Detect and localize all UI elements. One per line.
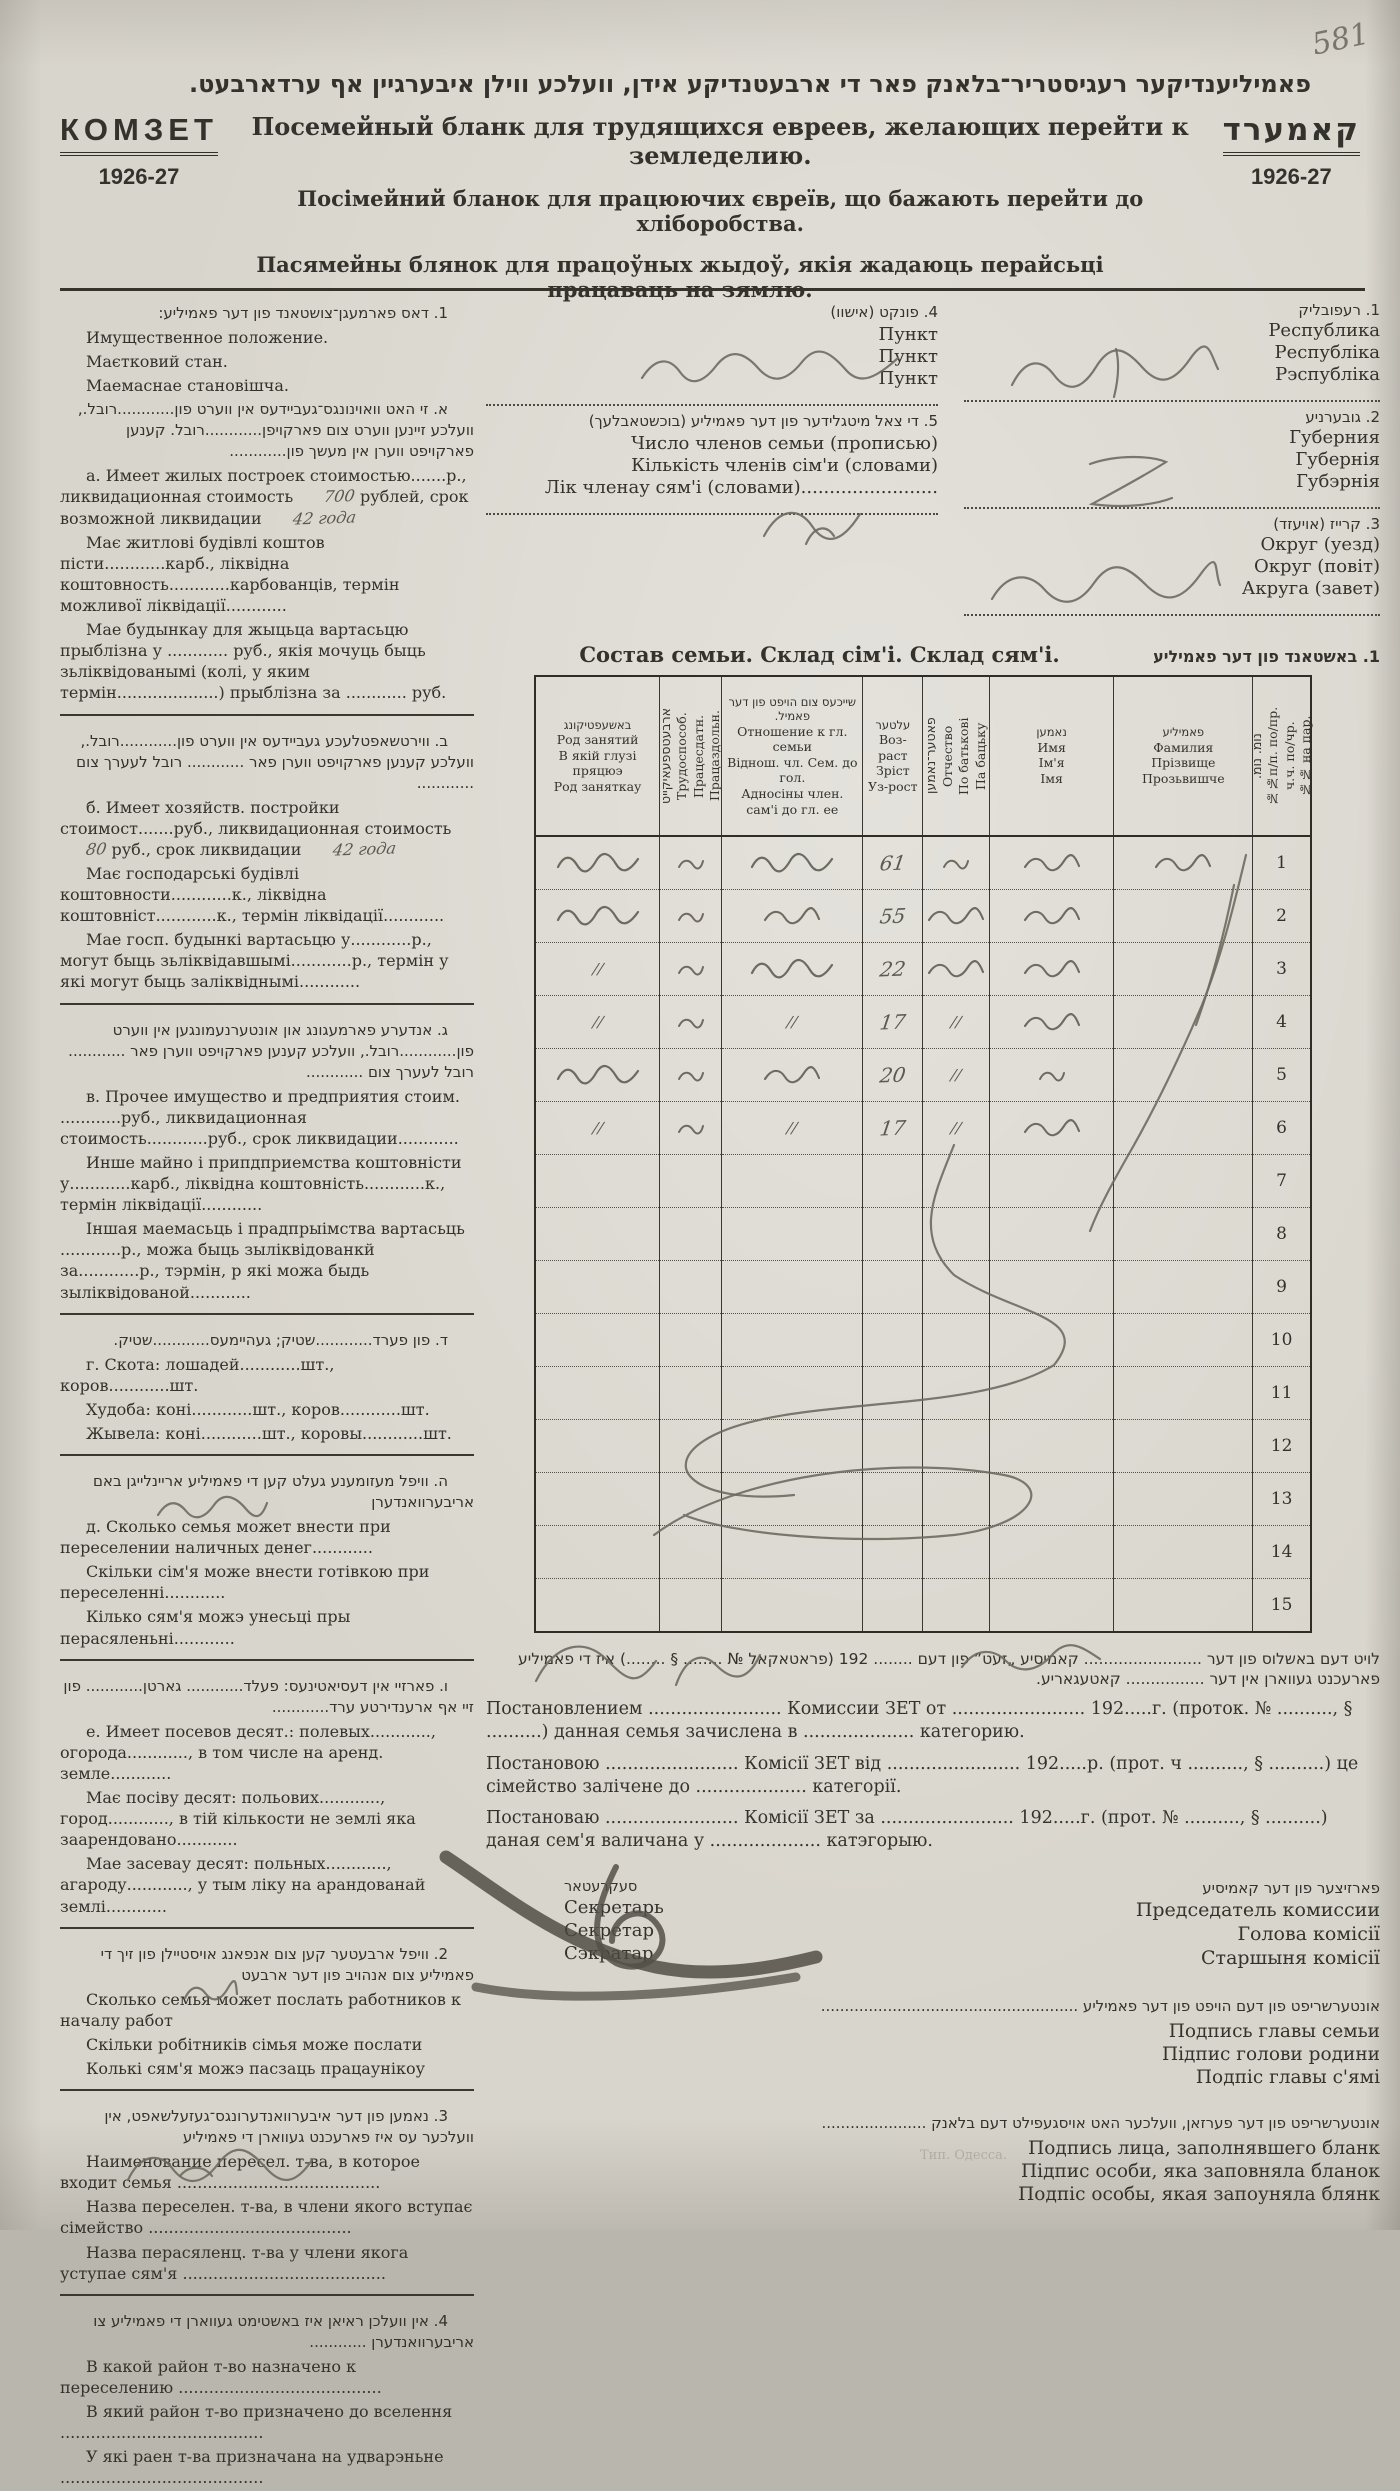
field-label: Лік членау сям'і (словами)........................ [544,477,938,498]
table-row: 8 [535,1208,1311,1261]
org-komerd-name: קאמערד [1223,112,1360,156]
family-composition-heading [486,642,1380,667]
section-divider [60,1003,474,1009]
secretary-label: Секретарь [564,1896,664,1918]
printed-text: рублей, срок возможной ликвидации [60,487,469,528]
handwriting-scribble [756,496,866,552]
field-label: Губернія [1295,449,1380,470]
section-divider [60,2089,474,2095]
section-workers-to-send [60,1944,474,2079]
section-property-status [60,303,474,704]
field-label: 2. גובערניע [1305,408,1380,426]
line: Назва переселен. т-ва, в члени якого вступає сімейство ........................................ [60,2197,473,2238]
handwritten-value: 42 года [331,838,397,860]
family-table-wrap [534,675,1324,1633]
chairman-label: פארזיצער פון דער קאמיסיע [1202,1878,1380,1897]
printed-text: б. Имеет хозяйств. постройки стоимост.......руб., ликвидационная стоимость [60,797,452,838]
line-with-handwriting [60,797,474,860]
col-relation-to-head: שייכעס צום הויפט פון דער פאמיל. Отношение к гл. семьи Віднош. чл. Сем. до гол. Адносіны член. сам'і до гл. ее [722,676,863,836]
field-label: Республика [1268,320,1380,341]
col-occupation: באשעפטיקונג Род занятий В якій глузі пряцюэ Род заняткау [535,676,660,836]
field-label: 3. קרייז (אויעזד) [1273,515,1380,533]
write-in-line [486,390,938,406]
table-row: 61 1 [535,836,1311,890]
republic-gubernia-okrug-fields [964,300,1380,622]
line: Має посіву десят: польових............, город............, в тій кількости не землі яка заарендовано............ [60,1788,416,1850]
chairman-block [975,1877,1380,1971]
table-row: 11 [535,1367,1311,1420]
col-age: עלטער Воз-раст Зріст Уз-рост [863,676,923,836]
printed-text: руб., срок ликвидации [106,839,307,859]
form-title-belarusian: Пасямейны блянок для працоўных жыдоў, якія жадаюць перайсьці працаваць на зямлю. [256,252,1104,302]
signature-line-yiddish: אונטערשריפט פון דער פערזאן, וועלכער האט אויסגעפילט דעם בלאנק ...................... [821,2113,1380,2132]
field-label: Округ (повіт) [1254,556,1380,577]
section-resettlement-society [60,2106,474,2284]
chairman-label: Председатель комиссии [1135,1898,1380,1921]
line: Худоба: коні............шт., коров............шт. [86,1399,430,1419]
line: 2. וויפל ארבעטער קען צום אנפאנג אויסטיילן פון זיך די פאמיליע צום אנהויב פון דער ארבעט [100,1944,474,1984]
line: ד. פון פערד............שטיק; געהיימעס............שטיק. [113,1330,448,1349]
table-row: 14 [535,1526,1311,1579]
line: У які раен т-ва призначана на удварэньне ........................................ [60,2447,444,2488]
handwriting-scribble [120,2146,320,2192]
field-gubernia [964,408,1380,509]
section-sown-area [60,1676,474,1917]
line: Скільки робітників сімья може послати [86,2034,423,2054]
line: е. Имеет посевов десят.: полевых............, огорода............, в том числе на аренд. земле............ [60,1721,436,1783]
col-first-name: נאמען Имя Ім'я Імя [989,676,1114,836]
signature-label: Підпис особи, яка заповняла бланок [1021,2160,1380,2182]
handwritten-value: 700 [322,486,357,507]
section-divider [60,1313,474,1319]
signature-line-yiddish: אונטערשריפט פון דעם הויפט פון דער פאמיליע ...................................................... [820,1996,1380,2015]
line: г. Скота: лошадей............шт., коров............шт. [60,1354,335,1395]
line: Мае будынкау для жыцьца вартасьцю прыблізна у ............ руб., якія мочуць быць зьліквідованымі (колі, у яким термін....................) прыблізна за ............ руб. [60,620,447,703]
table-row: 7 [535,1155,1311,1208]
form-titles [218,112,1223,236]
field-republic [964,301,1380,402]
form-title-yiddish: פאמיליענדיקער רעגיסטריר־בלאנק פאר די ארבעטנדיקע אידן, וועלכע ווילן איבערגיין אף ערדארבעט. [188,70,1312,98]
handwriting-entry [1074,448,1184,514]
chairman-label: Голова комісії [1237,1922,1380,1945]
table-row: // // 17 // 6 [535,1102,1311,1155]
table-row: 55 2 [535,890,1311,943]
property-column [60,300,474,2491]
line: 1. דאס פארמעגן־צושטאנד פון דער פאמיליע: [158,304,448,322]
handwriting-scribble [956,1641,1106,1677]
form-header [60,70,1360,302]
table-row: 15 [535,1579,1311,1633]
signature-label: Подпіс главы с'ямі [1195,2066,1380,2088]
line: Маемаснае становішча. [86,376,289,396]
field-label: Рэспубліка [1275,364,1380,385]
resolution-ukrainian: Постановою ........................ Комісії ЗЕТ від ........................ 192.....р. (прот. ч .........., § ..........) це сімейство залічене до .................... категорії. [486,1753,1359,1797]
org-komzet [60,112,218,190]
line: Имущественное положение. [86,328,329,347]
section-divider [60,714,474,720]
field-label: Число членов семьи (прописью) [631,433,938,454]
print-shop-imprint: Тип. Одесса. [920,2148,1008,2163]
handwritten-value: 80 [84,838,108,859]
section-destination-district [60,2311,474,2489]
col-row-number: נומ. נומ. №№п/п. по/пр. ч.ч. по/чр. №№ на пар. [1253,676,1311,836]
handwritten-value: 42 года [291,507,358,529]
org-komzet-name: КОМЗЕТ [60,112,218,156]
line: ג. אנדערע פארמעגונג און אונטערנעמונגען אין ווערט פון............רובל., וועלכע קענען פארקויפט ווערן פאר ............ רובל לעערך צום ............ [68,1020,474,1081]
handwriting-entry [1004,341,1224,401]
page-number: 581 [1308,16,1373,63]
line: Іншая маемасьць і прадпрыімства вартасьць ............р., можа быць зыліквідованкй за............р., тэрмін, р які можа быдь зыліквідованой............ [60,1219,465,1302]
org-komerd-years: 1926-27 [1250,164,1332,189]
location-fields [486,300,1380,622]
heading-yiddish: 1. באשטאנד פון דער פאמיליע [1153,647,1380,666]
signature-label: Подпись главы семьи [1168,2020,1380,2042]
form-title-ukrainian: Посімейний бланок для працюючих євреїв, що бажають перейти до хліборобства. [297,186,1144,236]
line-with-handwriting [60,465,474,528]
handwriting-signature [636,348,906,388]
field-label: Кількість членів сім'и (словами) [631,455,938,476]
form-title-russian: Посемейный бланк для трудящихся евреев, желающих перейти к земледелию. [251,112,1189,170]
table-row: 20 // 5 [535,1049,1311,1102]
field-label: Республіка [1274,342,1380,363]
handwriting-scribble [152,1493,272,1523]
section-divider [60,2294,474,2300]
field-label: Пункт [878,324,938,345]
signature-label: Подпіс особы, якая запоуняла блянк [1018,2183,1380,2205]
line: ב. ווירטשאפטלעכע געביידעס אין ווערט פון............רובל., וועלכע קענען פארקויפט ווערן פאר ............ רובל לעערך צום ............ [76,731,474,792]
field-label: Акруга (завет) [1241,578,1380,599]
secretary-block [486,1877,975,1971]
heading-cyrillic: Состав семьи. Склад сім'і. Склад сям'і. [579,642,1060,667]
org-komzet-years: 1926-27 [98,164,180,189]
section-other-property [60,1020,474,1303]
resolutions-block [486,1649,1380,1853]
line: Наименование пересел. т-ва, в которое входит семья ........................................ [60,2152,420,2193]
line: Сколько семья может послать работников к началу работ [60,1989,461,2030]
table-row: 10 [535,1314,1311,1367]
line: В какой район т-во назначено к переселению ........................................ [60,2356,382,2397]
section-divider [60,1927,474,1933]
org-komerd [1223,112,1360,190]
resolution-russian: Постановлением ........................ Комиссии ЗЕТ от ........................ 192.....г. (проток. № .........., § ..........) данная семья зачислена в .................... категорию. [486,1699,1353,1743]
line: ו. פארזיי אין דעסיאטינעס: פעלד............ גארטן............ פון זיי אף ארענדירטע ערד............ [63,1676,474,1716]
secretary-label: Секретар [564,1919,655,1941]
line: א. זי האט וואוינונגס־געביידעס אין ווערט פון............רובל., וועלכע זיינען ווערט צום פארקויפן............רובל. קענען פארקויפט ווערן אין מעשך פון............ [77,400,474,461]
line: д. Сколько семья может внести при переселении наличных денег............ [60,1517,391,1558]
col-ability-to-work: ארבעטספעאיקייט Трудоспособ. Працесдатн. Працаздольн. [660,676,722,836]
main-column [486,300,1380,2207]
col-patronymic: פאטער־נאמען Отчество По батькові Па бацьку [923,676,989,836]
resolution-yiddish: לויט דעם באשלוס פון דער ........................ קאמיסיע „זעט” פון דעם ........ 192 (פראטאקאל № ........ § ........) איז די פאמיליע פארעכנט געווארן אין דער ................ קאטעגאריע. [518,1650,1380,1689]
officials-signatures [486,1877,1380,1971]
chairman-label: Старшыня комісії [1201,1946,1380,1969]
secretary-label: Сэкратар [564,1942,654,1964]
resolution-belarusian: Постановаю ........................ Комісії ЗЕТ за ........................ 192.....г. (прот. № .........., § ..........) даная сем'я валичана у .................... катэгорыю. [486,1808,1328,1852]
line: Мае засевау десят: польных............, агароду............, у тым ліку на арандованай землі............ [60,1854,426,1916]
table-header-row [535,676,1311,836]
secretary-label: סעקרעטאר [564,1878,638,1895]
signature-label: Підпис голови родини [1161,2043,1380,2065]
line: Инше майно і припдприемства коштовністи у............карб., ліквідна коштовність............к., термін ліквідації............ [60,1152,462,1215]
line: Має господарські будівлі коштовности............к., ліквідна коштовніст............к., термін ліквідації............ [60,863,445,926]
section-divider [60,1659,474,1665]
table-row: 9 [535,1261,1311,1314]
field-label: 1. רעפובליק [1298,301,1380,319]
line: 3. נאמען פון דער איבערוואנדערונגס־געזעלשאפט, אין וועלכער עס איז פארעכנט געווארן די פאמיליע [104,2107,474,2147]
line: Скільки сім'я може внести готівкою при переселенні............ [60,1562,430,1603]
table-row: 12 [535,1420,1311,1473]
field-label: Губэрнія [1295,471,1380,492]
field-label: 5. די צאל מיטגלידער פון דער פאמיליע (בוכשטאבלעך) [588,412,938,430]
line: Мае госп. будынкі вартасьцю у............р., могут быць зьліквідавшымі............р., термін у які могут быць заліквіднымі............ [60,930,449,992]
signature-label: Подпись лица, заполнявшего бланк [1028,2137,1380,2159]
family-table [534,675,1312,1633]
line: в. Прочее имущество и предприятия стоим. ............руб., ликвидационная стоимость............руб., срок ликвидации............ [60,1086,460,1148]
header-rule [60,288,1365,291]
write-in-line [486,499,938,515]
line: ה. וויפל מעזומענע געלט קען די פאמיליע אריינלייגן באם אריבערוואנדערן [92,1472,474,1512]
table-row: // 22 3 [535,943,1311,996]
field-label: 4. פונקט (אישוו) [830,303,938,321]
field-okrug [964,515,1380,616]
line: Кілько сям'я можэ унесьці пры перасяленьні............ [60,1607,351,1648]
line: Назва перасяленц. т-ва у члени якога уступае сям'я ........................................ [60,2242,409,2283]
section-farm-buildings [60,731,474,993]
ink-signature-blot [416,1837,836,2027]
point-and-members-fields [486,300,938,622]
line: Має житлові будівлі коштов пісти............карб., ліквідна коштовность............карбованців, термін можливої ліквідації............ [60,532,400,615]
section-cash-on-resettlement [60,1471,474,1649]
field-label: Округ (уезд) [1260,534,1380,555]
field-label: Пункт [878,368,938,389]
line: В який район т-во призначено до вселення ........................................ [60,2402,453,2443]
section-livestock [60,1330,474,1444]
field-label: Губерния [1289,427,1380,448]
line: 4. אין וועלכן ראיאן איז באשטימט געווארן די פאמיליע צו אריבערוואנדערן ............ [93,2311,474,2351]
col-surname: פאמיליע Фамилия Прізвище Прозьвишче [1114,676,1253,836]
handwriting-entry [984,561,1224,615]
field-label: Пункт [878,346,938,367]
line: Жывела: коні............шт., коровы............шт. [86,1423,452,1443]
section-divider [60,1454,474,1460]
table-row: // // 17 // 4 [535,996,1311,1049]
line: Колькі сям'я можэ пасзаць працаунікоу [86,2059,426,2079]
line: Маєтковий стан. [86,352,228,372]
printed-text: а. Имеет жилых построек стоимостью.......р., ликвидационная стоимость [60,466,467,507]
table-row: 13 [535,1473,1311,1526]
handwriting-scribble [180,1980,240,2006]
handwriting-scribble [526,1631,766,1701]
